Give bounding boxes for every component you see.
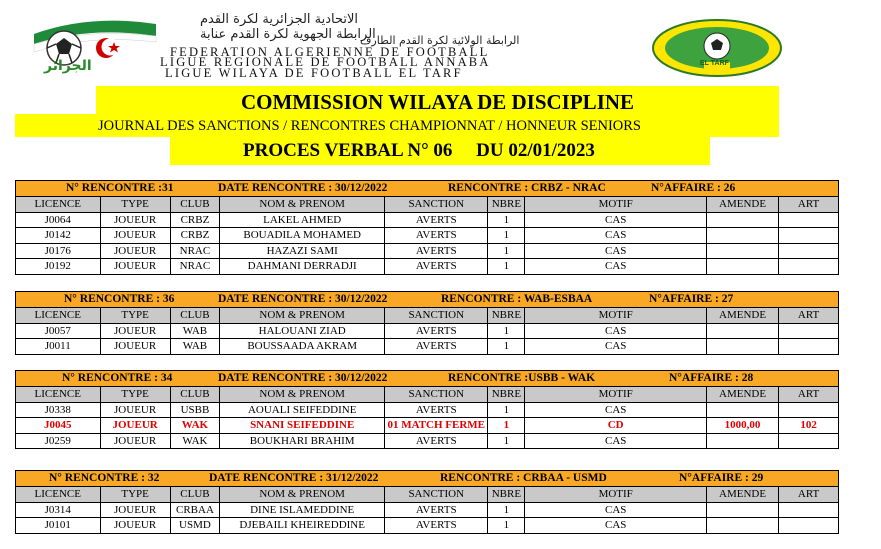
sanction-cell-type: JOUEUR xyxy=(100,418,170,434)
sanction-cell-licence: J0101 xyxy=(16,518,101,534)
column-header: AMENDE xyxy=(706,197,778,213)
sanction-cell-type: JOUEUR xyxy=(100,228,170,244)
match-number: N° RENCONTRE :31 xyxy=(66,182,174,194)
sanction-row xyxy=(16,212,839,228)
sanction-cell-sanction: AVERTS xyxy=(385,323,488,339)
column-header: LICENCE xyxy=(16,387,101,403)
sanction-cell-nbre: 1 xyxy=(488,212,525,228)
column-header: NBRE xyxy=(488,487,525,503)
column-header: AMENDE xyxy=(706,387,778,403)
column-header: SANCTION xyxy=(385,197,488,213)
column-header-row xyxy=(16,387,839,403)
sanction-cell-type: JOUEUR xyxy=(100,402,170,418)
sanction-cell-motif: CAS xyxy=(525,228,707,244)
sanction-cell-motif: CAS xyxy=(525,339,707,355)
sanction-cell-motif: CAS xyxy=(525,402,707,418)
sanction-cell-nom-prenom: HALOUANI ZIAD xyxy=(220,323,385,339)
sanction-cell-art xyxy=(779,228,839,244)
column-header: MOTIF xyxy=(525,487,707,503)
sanction-cell-nbre: 1 xyxy=(488,418,525,434)
sanction-cell-type: JOUEUR xyxy=(100,259,170,275)
match-number: N° RENCONTRE : 36 xyxy=(64,293,175,305)
sanction-cell-nbre: 1 xyxy=(488,518,525,534)
sanction-cell-motif: CAS xyxy=(525,502,707,518)
sanction-cell-motif: CAS xyxy=(525,433,707,449)
column-header: SANCTION xyxy=(385,487,488,503)
column-header: ART xyxy=(779,487,839,503)
column-header-row xyxy=(16,487,839,503)
affaire-number: N°AFFAIRE : 29 xyxy=(679,472,764,484)
sanction-row xyxy=(16,243,839,259)
match-table xyxy=(15,370,839,449)
sanction-cell-licence: J0338 xyxy=(16,402,101,418)
column-header: LICENCE xyxy=(16,197,101,213)
sanction-cell-amende xyxy=(706,243,778,259)
journal-subtitle: JOURNAL DES SANCTIONS / RENCONTRES CHAMPIONNAT / HONNEUR SENIORS xyxy=(98,118,641,134)
commission-title: COMMISSION WILAYA DE DISCIPLINE xyxy=(96,86,779,114)
sanction-row xyxy=(16,259,839,275)
wilaya-league-logo xyxy=(650,18,784,78)
sanction-cell-motif: CAS xyxy=(525,243,707,259)
sanction-cell-licence: J0192 xyxy=(16,259,101,275)
sanction-cell-sanction: AVERTS xyxy=(385,228,488,244)
column-header: ART xyxy=(779,387,839,403)
arabic-federation-line: الاتحادية الجزائرية لكرة القدم xyxy=(200,12,359,27)
sanction-cell-type: JOUEUR xyxy=(100,243,170,259)
match-date: DATE RENCONTRE : 30/12/2022 xyxy=(218,293,388,305)
sanction-cell-amende xyxy=(706,433,778,449)
sanction-cell-club: WAB xyxy=(170,323,220,339)
sanction-cell-art xyxy=(779,502,839,518)
column-header: TYPE xyxy=(100,308,170,324)
sanction-cell-amende xyxy=(706,228,778,244)
sanction-row xyxy=(16,402,839,418)
sanction-cell-nom-prenom: BOUSSAADA AKRAM xyxy=(220,339,385,355)
arabic-regional-line: الرابطة الجهوية لكرة القدم عنابة xyxy=(200,27,376,42)
column-header: NOM & PRENOM xyxy=(220,387,385,403)
sanction-cell-nbre: 1 xyxy=(488,339,525,355)
sanction-cell-sanction: AVERTS xyxy=(385,212,488,228)
sanction-cell-amende xyxy=(706,339,778,355)
sanction-cell-art: 102 xyxy=(779,418,839,434)
sanction-cell-amende xyxy=(706,518,778,534)
sanction-cell-art xyxy=(779,402,839,418)
sanction-cell-type: JOUEUR xyxy=(100,518,170,534)
match-table xyxy=(15,291,839,355)
sanction-cell-licence: J0057 xyxy=(16,323,101,339)
column-header: CLUB xyxy=(170,487,220,503)
sanction-cell-nom-prenom: DAHMANI DERRADJI xyxy=(220,259,385,275)
sanction-cell-motif: CAS xyxy=(525,259,707,275)
column-header: CLUB xyxy=(170,197,220,213)
sanction-cell-nom-prenom: DJEBAILI KHEIREDDINE xyxy=(220,518,385,534)
affaire-number: N°AFFAIRE : 27 xyxy=(649,293,734,305)
sanction-cell-amende xyxy=(706,259,778,275)
sanction-cell-sanction: AVERTS xyxy=(385,433,488,449)
sanction-cell-nbre: 1 xyxy=(488,323,525,339)
league-badge-icon xyxy=(650,18,784,78)
match-number: N° RENCONTRE : 32 xyxy=(49,472,160,484)
sanction-cell-licence: J0011 xyxy=(16,339,101,355)
sanction-cell-nom-prenom: HAZAZI SAMI xyxy=(220,243,385,259)
sanction-cell-nom-prenom: BOUKHARI BRAHIM xyxy=(220,433,385,449)
sanction-row xyxy=(16,339,839,355)
column-header: NBRE xyxy=(488,308,525,324)
sanction-row xyxy=(16,228,839,244)
match-teams: RENCONTRE : WAB-ESBAA xyxy=(441,293,593,305)
sanction-row xyxy=(16,518,839,534)
match-header-row xyxy=(16,292,839,308)
sanction-cell-nbre: 1 xyxy=(488,243,525,259)
sanction-cell-licence: J0142 xyxy=(16,228,101,244)
sanction-cell-sanction: AVERTS xyxy=(385,259,488,275)
sanction-cell-type: JOUEUR xyxy=(100,212,170,228)
sanction-cell-nbre: 1 xyxy=(488,259,525,275)
sanction-cell-nbre: 1 xyxy=(488,402,525,418)
sanction-cell-nom-prenom: AOUALI SEIFEDDINE xyxy=(220,402,385,418)
sanction-cell-sanction: 01 MATCH FERME xyxy=(385,418,488,434)
sanction-cell-art xyxy=(779,433,839,449)
sanction-cell-club: USBB xyxy=(170,402,220,418)
sanction-cell-licence: J0314 xyxy=(16,502,101,518)
sanction-cell-nbre: 1 xyxy=(488,502,525,518)
match-teams: RENCONTRE : CRBZ - NRAC xyxy=(448,182,606,194)
sanction-cell-amende xyxy=(706,502,778,518)
sanction-cell-motif: CD xyxy=(525,418,707,434)
column-header: MOTIF xyxy=(525,197,707,213)
logo-caption: الجزائر xyxy=(44,58,92,74)
regional-league-name: LIGUE REGIONALE DE FOOTBALL ANNABA xyxy=(160,55,491,69)
affaire-number: N°AFFAIRE : 28 xyxy=(669,372,754,384)
league-badge-caption: EL TARF xyxy=(700,60,729,67)
sanction-cell-amende xyxy=(706,402,778,418)
sanction-cell-art xyxy=(779,259,839,275)
column-header: LICENCE xyxy=(16,487,101,503)
sanction-cell-club: CRBAA xyxy=(170,502,220,518)
column-header: AMENDE xyxy=(706,308,778,324)
column-header: NOM & PRENOM xyxy=(220,487,385,503)
match-teams: RENCONTRE : CRBAA - USMD xyxy=(440,472,607,484)
sanction-cell-art xyxy=(779,212,839,228)
sanction-row xyxy=(16,323,839,339)
federation-name: FEDERATION ALGERIENNE DE FOOTBALL xyxy=(170,45,490,59)
column-header: MOTIF xyxy=(525,308,707,324)
sanction-cell-nbre: 1 xyxy=(488,433,525,449)
sanction-cell-motif: CAS xyxy=(525,323,707,339)
column-header: CLUB xyxy=(170,308,220,324)
column-header: NOM & PRENOM xyxy=(220,308,385,324)
sanction-cell-amende xyxy=(706,212,778,228)
column-header: CLUB xyxy=(170,387,220,403)
sanction-cell-licence: J0064 xyxy=(16,212,101,228)
sanction-cell-licence: J0259 xyxy=(16,433,101,449)
sanction-cell-amende xyxy=(706,323,778,339)
sanction-cell-nom-prenom: DINE ISLAMEDDINE xyxy=(220,502,385,518)
sanction-cell-sanction: AVERTS xyxy=(385,502,488,518)
column-header: SANCTION xyxy=(385,308,488,324)
sanction-cell-motif: CAS xyxy=(525,212,707,228)
sanction-cell-type: JOUEUR xyxy=(100,323,170,339)
column-header: AMENDE xyxy=(706,487,778,503)
match-teams: RENCONTRE :USBB - WAK xyxy=(448,372,596,384)
match-table xyxy=(15,470,839,534)
sanction-cell-club: CRBZ xyxy=(170,228,220,244)
match-date: DATE RENCONTRE : 31/12/2022 xyxy=(209,472,379,484)
column-header: TYPE xyxy=(100,487,170,503)
sanction-row xyxy=(16,502,839,518)
sanction-cell-club: NRAC xyxy=(170,259,220,275)
sanction-cell-club: WAK xyxy=(170,418,220,434)
sanction-cell-sanction: AVERTS xyxy=(385,243,488,259)
column-header: LICENCE xyxy=(16,308,101,324)
sanction-cell-motif: CAS xyxy=(525,518,707,534)
wilaya-league-name: LIGUE WILAYA DE FOOTBALL EL TARF xyxy=(165,66,463,80)
column-header: SANCTION xyxy=(385,387,488,403)
sanction-row xyxy=(16,433,839,449)
column-header: MOTIF xyxy=(525,387,707,403)
sanction-row xyxy=(16,418,839,434)
column-header: ART xyxy=(779,197,839,213)
sanction-cell-club: CRBZ xyxy=(170,212,220,228)
match-header-row xyxy=(16,471,839,487)
sanction-cell-art xyxy=(779,518,839,534)
sanction-cell-nbre: 1 xyxy=(488,228,525,244)
column-header-row xyxy=(16,308,839,324)
pv-title: PROCES VERBAL N° 06 DU 02/01/2023 xyxy=(243,140,595,161)
column-header: NBRE xyxy=(488,197,525,213)
sanction-cell-art xyxy=(779,323,839,339)
column-header-row xyxy=(16,197,839,213)
sanction-cell-type: JOUEUR xyxy=(100,502,170,518)
sanction-cell-sanction: AVERTS xyxy=(385,339,488,355)
sanction-cell-licence: J0176 xyxy=(16,243,101,259)
sanction-cell-type: JOUEUR xyxy=(100,433,170,449)
sanction-cell-sanction: AVERTS xyxy=(385,402,488,418)
sanction-cell-club: NRAC xyxy=(170,243,220,259)
match-date: DATE RENCONTRE : 30/12/2022 xyxy=(218,182,388,194)
match-number: N° RENCONTRE : 34 xyxy=(62,372,173,384)
sanction-cell-art xyxy=(779,339,839,355)
sanction-cell-sanction: AVERTS xyxy=(385,518,488,534)
column-header: ART xyxy=(779,308,839,324)
match-table xyxy=(15,180,839,275)
sanction-cell-nom-prenom: SNANI SEIFEDDINE xyxy=(220,418,385,434)
sanction-cell-club: WAK xyxy=(170,433,220,449)
sanction-cell-club: USMD xyxy=(170,518,220,534)
match-date: DATE RENCONTRE : 30/12/2022 xyxy=(218,372,388,384)
match-header-row xyxy=(16,371,839,387)
sanction-cell-club: WAB xyxy=(170,339,220,355)
sanction-cell-nom-prenom: BOUADILA MOHAMED xyxy=(220,228,385,244)
column-header: NOM & PRENOM xyxy=(220,197,385,213)
sanction-cell-nom-prenom: LAKEL AHMED xyxy=(220,212,385,228)
column-header: TYPE xyxy=(100,387,170,403)
column-header: TYPE xyxy=(100,197,170,213)
sanction-cell-type: JOUEUR xyxy=(100,339,170,355)
arabic-wilaya-line: الرابطة الولائية لكرة القدم الطارف xyxy=(360,34,520,47)
sanction-cell-amende: 1000,00 xyxy=(706,418,778,434)
affaire-number: N°AFFAIRE : 26 xyxy=(651,182,736,194)
match-header-row xyxy=(16,181,839,197)
sanction-cell-art xyxy=(779,243,839,259)
sanction-cell-licence: J0045 xyxy=(16,418,101,434)
column-header: NBRE xyxy=(488,387,525,403)
